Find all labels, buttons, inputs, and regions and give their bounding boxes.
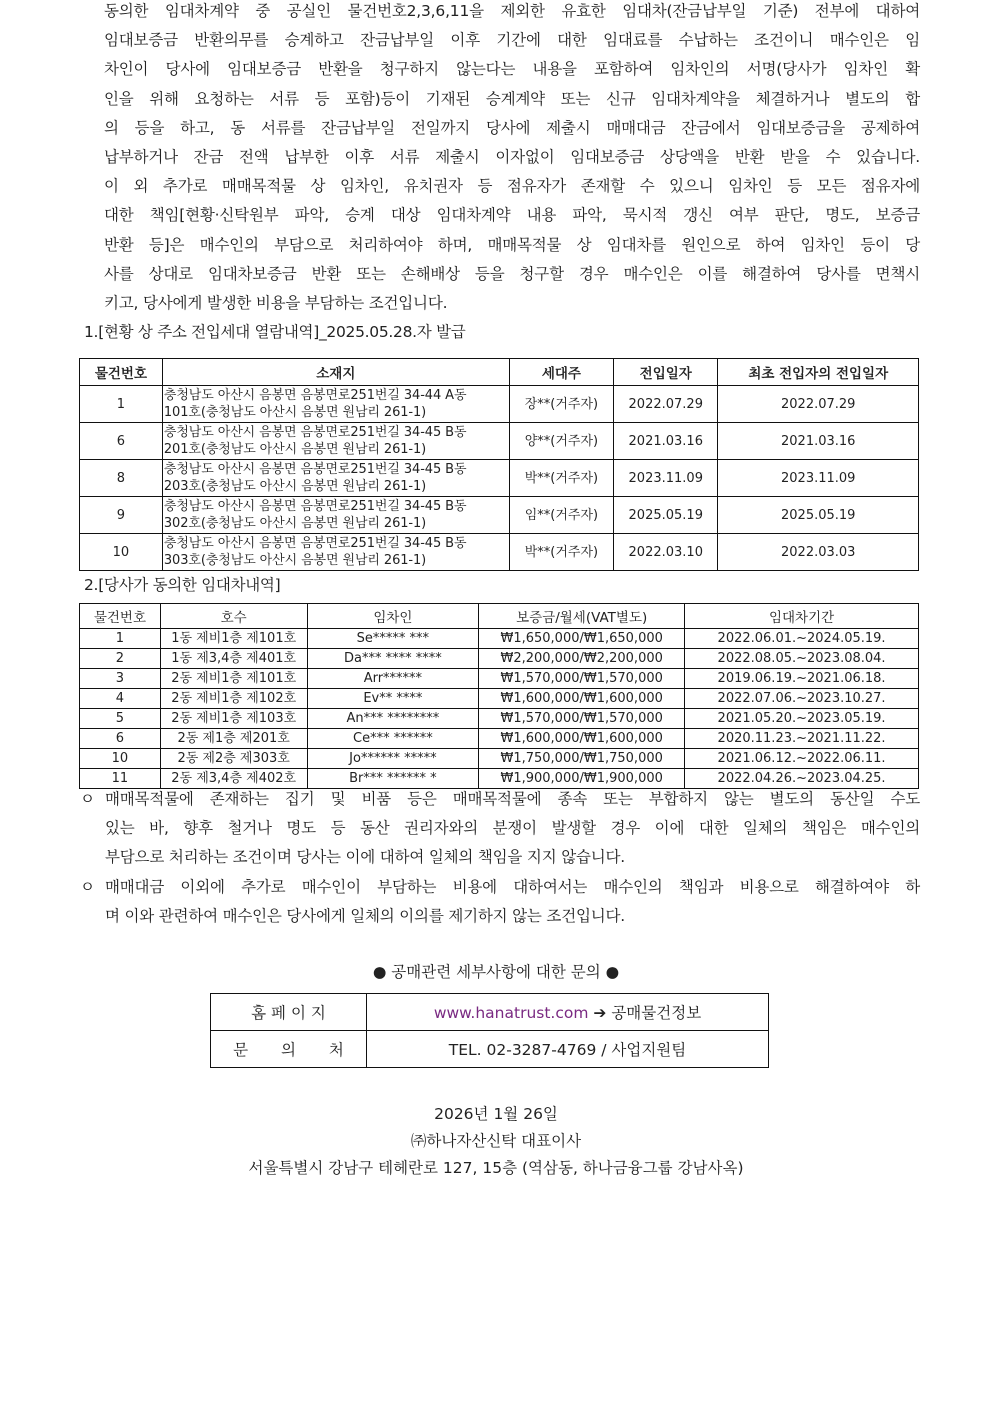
table-header-row	[80, 604, 919, 629]
col-header: 호수	[160, 604, 307, 629]
table-row	[80, 497, 919, 534]
intro-paragraph	[104, 0, 920, 318]
unit: 1동 제비1층 제101호	[160, 629, 307, 649]
item-no: 1	[80, 386, 163, 423]
address-cell	[162, 460, 509, 497]
table-row	[80, 749, 919, 769]
intro-line: 임대보증금 반환의무를 승계하고 잔금납부일 이후 기간에 대한 임대료를 수납하는 조건이니 매수인은 임	[104, 31, 920, 50]
tenant: Se***** ***	[307, 629, 479, 649]
item-no: 3	[80, 669, 161, 689]
unit: 1동 제3,4층 제401호	[160, 649, 307, 669]
table-row	[80, 534, 919, 571]
section2-heading: 2.[당사가 동의한 임대차내역]	[84, 576, 281, 594]
item-no: 1	[80, 629, 161, 649]
first-move-in-date: 2023.11.09	[718, 460, 919, 497]
address-cell	[162, 497, 509, 534]
deposit-rent: ₩1,600,000/₩1,600,000	[479, 729, 685, 749]
intro-line: 인을 위해 요청하는 서류 등 포함)등이 기재된 승계계약 또는 신규 임대차계약을 체결하거나 별도의 합	[104, 89, 920, 108]
householder: 박**(거주자)	[509, 534, 613, 571]
table-row	[80, 423, 919, 460]
move-in-date: 2022.03.10	[614, 534, 718, 571]
homepage-label: 홈 페 이 지	[211, 994, 367, 1031]
col-header: 최초 전입자의 전입일자	[718, 359, 919, 386]
item-no: 5	[80, 709, 161, 729]
lease-period: 2019.06.19.~2021.06.18.	[685, 669, 919, 689]
bullet-mark: ㅇ	[80, 790, 95, 808]
item-no: 4	[80, 689, 161, 709]
tenant: Ce*** ******	[307, 729, 479, 749]
address-line: 203호(충청남도 아산시 음봉면 원남리 261-1)	[163, 479, 427, 494]
move-in-date: 2022.07.29	[614, 386, 718, 423]
address-line: 201호(충청남도 아산시 음봉면 원남리 261-1)	[163, 442, 427, 457]
company-signature: ㈜하나자산신탁 대표이사	[410, 1132, 582, 1150]
item-no: 8	[80, 460, 163, 497]
householder: 임**(거주자)	[509, 497, 613, 534]
first-move-in-date: 2021.03.16	[718, 423, 919, 460]
intro-line: 차인이 당사에 임대보증금 반환을 청구하지 않는다는 내용을 포함하여 임차인의 서명(당사가 임차인 확	[104, 60, 920, 79]
document-date: 2026년 1월 26일	[434, 1105, 558, 1123]
col-header: 전입일자	[614, 359, 718, 386]
deposit-rent: ₩1,750,000/₩1,750,000	[479, 749, 685, 769]
col-header: 보증금/월세(VAT별도)	[479, 604, 685, 629]
table-row	[80, 709, 919, 729]
address-line: 충청남도 아산시 음봉면 음봉면로251번길 34-45 B동	[163, 536, 467, 551]
intro-line: 납부하거나 잔금 전액 납부한 이후 서류 제출시 이자없이 임대보증금 상당액을 반환 받을 수 있습니다.	[104, 147, 920, 166]
unit: 2동 제비1층 제101호	[160, 669, 307, 689]
bullet-movables	[80, 785, 920, 873]
arrow-right-icon: ➔	[593, 1004, 607, 1022]
address-cell	[162, 386, 509, 423]
deposit-rent: ₩1,570,000/₩1,570,000	[479, 709, 685, 729]
col-header: 임차인	[307, 604, 479, 629]
unit: 2동 제비1층 제102호	[160, 689, 307, 709]
homepage-row	[211, 994, 769, 1031]
unit: 2동 제2층 제303호	[160, 749, 307, 769]
householder: 장**(거주자)	[509, 386, 613, 423]
unit: 2동 제1층 제201호	[160, 729, 307, 749]
item-no: 6	[80, 423, 163, 460]
col-header: 물건번호	[80, 359, 163, 386]
move-in-date: 2021.03.16	[614, 423, 718, 460]
table-row	[80, 649, 919, 669]
address-cell	[162, 423, 509, 460]
homepage-value	[367, 994, 769, 1031]
lease-period: 2020.11.23.~2021.11.22.	[685, 729, 919, 749]
table-header-row	[80, 359, 919, 386]
bullet-text: 매매대금 이외에 추가로 매수인이 부담하는 비용에 대하여서는 매수인의 책임과 비용으로 해결하여야 하	[105, 878, 920, 896]
col-header: 물건번호	[80, 604, 161, 629]
intro-line: 키고, 당사에게 발생한 비용을 부담하는 조건입니다.	[104, 293, 448, 312]
lease-period: 2022.07.06.~2023.10.27.	[685, 689, 919, 709]
col-header: 임대차기간	[685, 604, 919, 629]
householder: 양**(거주자)	[509, 423, 613, 460]
address-line: 충청남도 아산시 음봉면 음봉면로251번길 34-45 B동	[163, 425, 467, 440]
item-no: 6	[80, 729, 161, 749]
item-no: 2	[80, 649, 161, 669]
lease-period: 2021.06.12.~2022.06.11.	[685, 749, 919, 769]
lease-period: 2022.06.01.~2024.05.19.	[685, 629, 919, 649]
first-move-in-date: 2022.07.29	[718, 386, 919, 423]
tenant: Jo****** *****	[307, 749, 479, 769]
bullet-text: 매매목적물에 존재하는 집기 및 비품 등은 매매목적물에 종속 또는 부합하지 않는 별도의 동산일 수도	[105, 790, 920, 808]
bullet-costs	[80, 873, 920, 931]
tenant: Ev** ****	[307, 689, 479, 709]
deposit-rent: ₩1,570,000/₩1,570,000	[479, 669, 685, 689]
table-row	[80, 669, 919, 689]
address-line: 101호(충청남도 아산시 음봉면 원남리 261-1)	[163, 405, 427, 420]
tenant: Br*** ****** *	[307, 769, 479, 789]
intro-line: 반환 등]은 매수인의 부담으로 처리하여야 하며, 매매목적물 상 임대차를 원인으로 하여 임차인 등이 당	[104, 235, 920, 254]
unit: 2동 제3,4층 제402호	[160, 769, 307, 789]
deposit-rent: ₩2,200,000/₩2,200,000	[479, 649, 685, 669]
householder: 박**(거주자)	[509, 460, 613, 497]
address-line: 충청남도 아산시 음봉면 음봉면로251번길 34-44 A동	[163, 388, 467, 403]
contact-value: TEL. 02-3287-4769 / 사업지원팀	[367, 1031, 769, 1068]
first-move-in-date: 2025.05.19	[718, 497, 919, 534]
tenant: Da*** **** ****	[307, 649, 479, 669]
table-row	[80, 386, 919, 423]
inquiry-title: ● 공매관련 세부사항에 대한 문의 ●	[372, 963, 620, 981]
homepage-destination: 공매물건정보	[611, 1004, 702, 1022]
address-line: 충청남도 아산시 음봉면 음봉면로251번길 34-45 B동	[163, 499, 467, 514]
unit: 2동 제비1층 제103호	[160, 709, 307, 729]
bullet-line: 며 이와 관련하여 매수인은 당사에게 일체의 이의를 제기하지 않는 조건입니다.	[105, 907, 626, 926]
first-move-in-date: 2022.03.03	[718, 534, 919, 571]
intro-line: 대한 책임[현황·신탁원부 파악, 승계 대상 임대차계약 내용 파악, 묵시적 갱신 여부 판단, 명도, 보증금	[104, 206, 920, 225]
tenant: Arr******	[307, 669, 479, 689]
contact-row	[211, 1031, 769, 1068]
bullet-line	[80, 785, 920, 814]
bullet-line: 있는 바, 향후 철거나 명도 등 동산 권리자와의 분쟁이 발생할 경우 이에 대한 일체의 책임은 매수인의	[105, 819, 920, 838]
item-no: 10	[80, 534, 163, 571]
lease-period: 2022.08.05.~2023.08.04.	[685, 649, 919, 669]
move-in-table	[79, 358, 919, 571]
item-no: 11	[80, 769, 161, 789]
address-line: 302호(충청남도 아산시 음봉면 원남리 261-1)	[163, 516, 427, 531]
section1-heading: 1.[현황 상 주소 전입세대 열람내역]_2025.05.28.자 발급	[84, 323, 466, 341]
intro-line: 이 외 추가로 매매목적물 상 임차인, 유치권자 등 점유자가 존재할 수 있으니 임차인 등 모든 점유자에	[104, 177, 920, 196]
table-row	[80, 689, 919, 709]
bullet-mark: ㅇ	[80, 878, 95, 896]
table-row	[80, 629, 919, 649]
inquiry-table	[210, 993, 769, 1068]
move-in-date: 2025.05.19	[614, 497, 718, 534]
item-no: 10	[80, 749, 161, 769]
address-cell	[162, 534, 509, 571]
bullet-line: 부담으로 처리하는 조건이며 당사는 이에 대하여 일체의 책임을 지지 않습니다.	[105, 848, 626, 867]
table-row	[80, 729, 919, 749]
deposit-rent: ₩1,900,000/₩1,900,000	[479, 769, 685, 789]
address-line: 충청남도 아산시 음봉면 음봉면로251번길 34-45 B동	[163, 462, 467, 477]
tenant: An*** ********	[307, 709, 479, 729]
homepage-link[interactable]: www.hanatrust.com	[433, 1004, 589, 1022]
company-address: 서울특별시 강남구 테헤란로 127, 15층 (역삼동, 하나금융그룹 강남사옥)	[248, 1159, 744, 1177]
deposit-rent: ₩1,600,000/₩1,600,000	[479, 689, 685, 709]
move-in-date: 2023.11.09	[614, 460, 718, 497]
table-row	[80, 460, 919, 497]
intro-line: 사를 상대로 임대차보증금 반환 또는 손해배상 등을 청구할 경우 매수인은 이를 해결하여 당사를 면책시	[104, 264, 920, 283]
lease-table	[79, 603, 919, 789]
item-no: 9	[80, 497, 163, 534]
lease-period: 2022.04.26.~2023.04.25.	[685, 769, 919, 789]
col-header: 세대주	[509, 359, 613, 386]
intro-line: 동의한 임대차계약 중 공실인 물건번호2,3,6,11을 제외한 유효한 임대차(잔금납부일 기준) 전부에 대하여	[104, 2, 920, 20]
deposit-rent: ₩1,650,000/₩1,650,000	[479, 629, 685, 649]
address-line: 303호(충청남도 아산시 음봉면 원남리 261-1)	[163, 553, 427, 568]
col-header: 소재지	[162, 359, 509, 386]
bullet-line	[80, 873, 920, 902]
lease-period: 2021.05.20.~2023.05.19.	[685, 709, 919, 729]
contact-label: 문 의 처	[211, 1031, 367, 1068]
intro-line: 의 등을 하고, 동 서류를 잔금납부일 전일까지 당사에 제출시 매매대금 잔금에서 임대보증금을 공제하여	[104, 118, 920, 137]
